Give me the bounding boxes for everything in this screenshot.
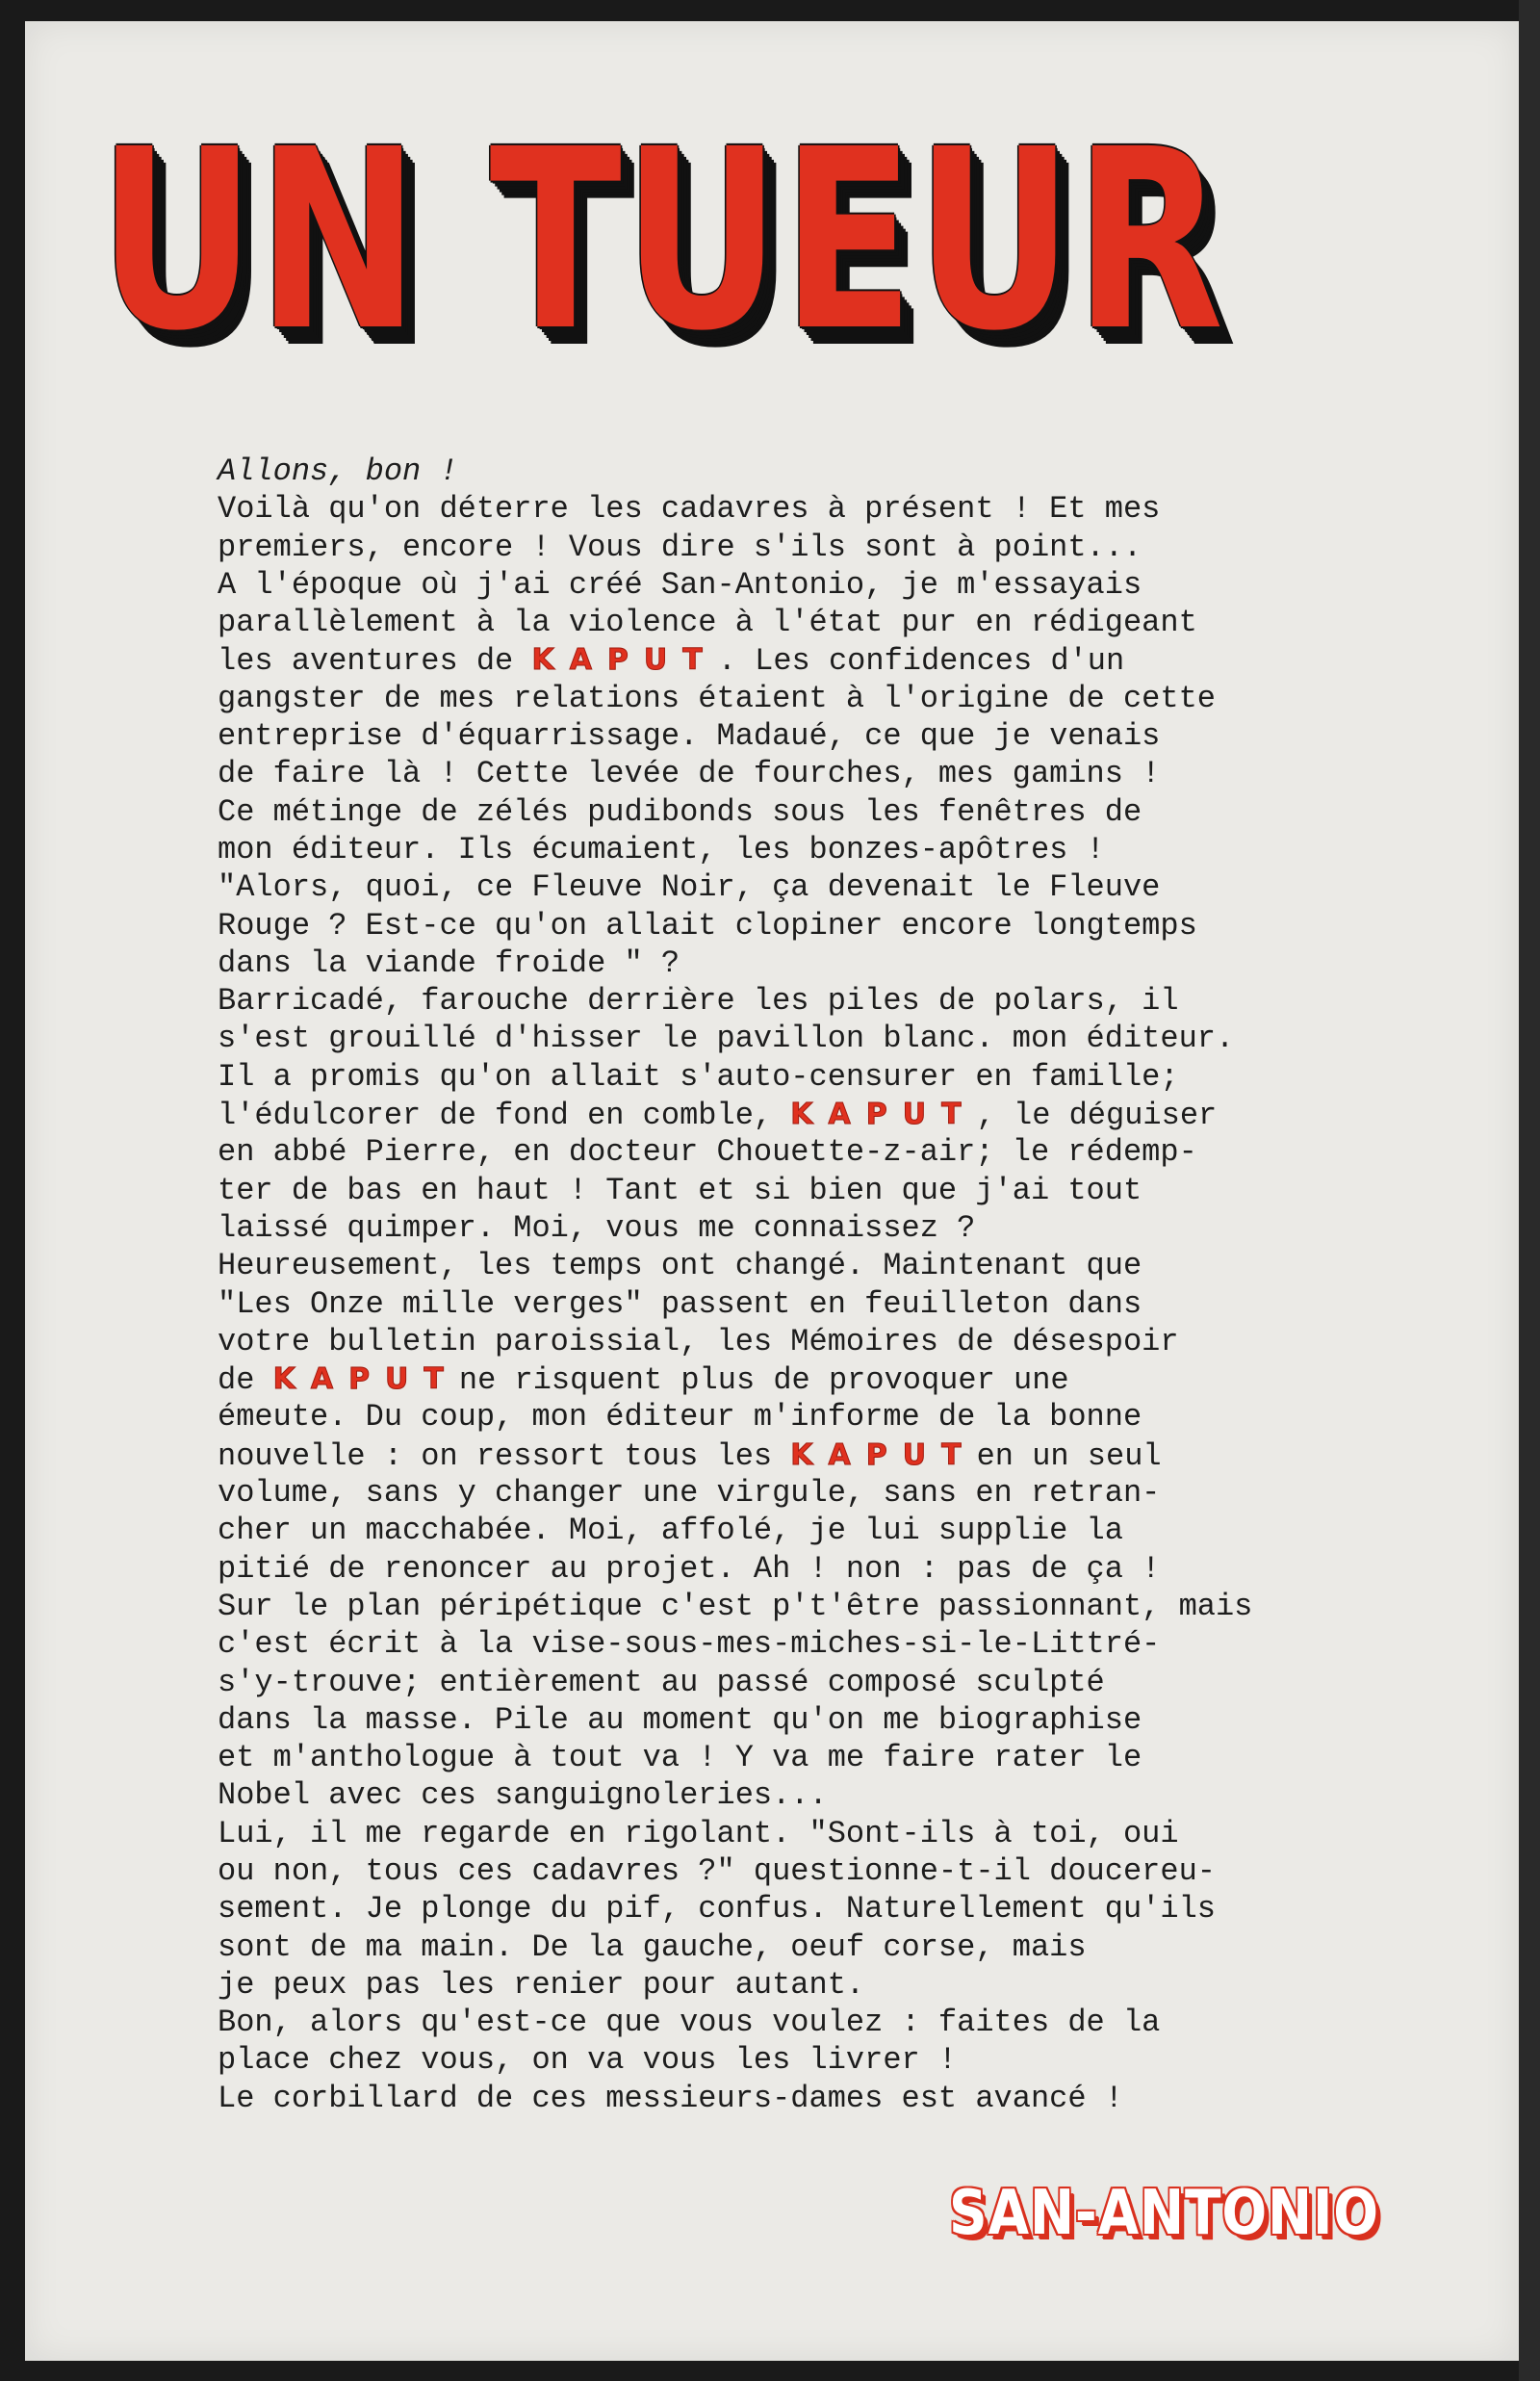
blurb-line-24: votre bulletin paroissial, les Mémoires de désespoir	[218, 1323, 1179, 1359]
blurb-line-10: Ce métinge de zélés pudibonds sous les fenêtres de	[218, 793, 1142, 830]
blurb-line-36: Nobel avec ces sanguignoleries...	[218, 1777, 828, 1814]
blurb-text	[218, 453, 1392, 2117]
book-back-cover	[25, 21, 1519, 2361]
kaput-name-1: KAPUT	[531, 643, 718, 678]
blurb-line-25: de KAPUTne risquent plus de provoquer une	[218, 1362, 1069, 1399]
blurb-line-38: ou non, tous ces cadavres ?" questionne-t-il doucereu-	[218, 1852, 1216, 1889]
blurb-line-19: en abbé Pierre, en docteur Chouette-z-air; le rédemp-	[218, 1134, 1197, 1171]
blurb-line-17: Il a promis qu'on allait s'auto-censurer en famille;	[218, 1058, 1179, 1095]
blurb-line-5: parallèlement à la violence à l'état pur en rédigeant	[218, 605, 1197, 641]
blurb-line-8: entreprise d'équarrissage. Madaué, ce que je venais	[218, 718, 1161, 755]
blurb-line-6: les aventures de KAPUT. Les confidences d'un	[218, 643, 1125, 680]
kaput-name-4: KAPUT	[790, 1437, 977, 1472]
blurb-line-29: cher un macchabée. Moi, affolé, je lui supplie la	[218, 1513, 1123, 1549]
author-signature: SAN-ANTONIO	[949, 2178, 1379, 2249]
blurb-line-11: mon éditeur. Ils écumaient, les bonzes-apôtres !	[218, 831, 1105, 867]
blurb-line-44: Le corbillard de ces messieurs-dames est avancé !	[218, 2080, 1123, 2116]
blurb-line-3: premiers, encore ! Vous dire s'ils sont à point...	[218, 529, 1142, 565]
blurb-line-18: l'édulcorer de fond en comble, KAPUT, le déguiser	[218, 1098, 1218, 1134]
blurb-line-23: "Les Onze mille verges" passent en feuilleton dans	[218, 1285, 1142, 1322]
blurb-line-41: je peux pas les renier pour autant.	[218, 1966, 865, 2003]
blurb-line-14: dans la viande froide " ?	[218, 945, 680, 981]
blurb-line-27: nouvelle : on ressort tous les KAPUTen un seul	[218, 1437, 1162, 1474]
blurb-line-31: Sur le plan péripétique c'est p't'être passionnant, mais	[218, 1588, 1253, 1624]
blurb-line-7: gangster de mes relations étaient à l'origine de cette	[218, 680, 1216, 716]
blurb-line-2: Voilà qu'on déterre les cadavres à présent ! Et mes	[218, 491, 1161, 528]
cover-title: UN TUEUR	[98, 96, 1225, 385]
blurb-line-39: sement. Je plonge du pif, confus. Naturellement qu'ils	[218, 1891, 1216, 1928]
kaput-name-2: KAPUT	[790, 1098, 977, 1132]
blurb-line-42: Bon, alors qu'est-ce que vous voulez : faites de la	[218, 2005, 1161, 2041]
blurb-line-26: émeute. Du coup, mon éditeur m'informe de la bonne	[218, 1399, 1142, 1436]
blurb-line-15: Barricadé, farouche derrière les piles de polars, il	[218, 983, 1179, 1020]
blurb-line-13: Rouge ? Est-ce qu'on allait clopiner encore longtemps	[218, 907, 1197, 944]
blurb-line-28: volume, sans y changer une virgule, sans en retran-	[218, 1475, 1161, 1512]
blurb-line-34: dans la masse. Pile au moment qu'on me biographise	[218, 1701, 1142, 1738]
blurb-line-35: et m'anthologue à tout va ! Y va me faire rater le	[218, 1740, 1142, 1776]
blurb-line-33: s'y-trouve; entièrement au passé composé sculpté	[218, 1664, 1105, 1700]
book-edge-shadow	[1519, 0, 1540, 2381]
blurb-line-9: de faire là ! Cette levée de fourches, mes gamins !	[218, 756, 1161, 792]
blurb-line-4: A l'époque où j'ai créé San-Antonio, je m'essayais	[218, 566, 1142, 603]
blurb-line-30: pitié de renoncer au projet. Ah ! non : pas de ça !	[218, 1550, 1161, 1587]
blurb-line-20: ter de bas en haut ! Tant et si bien que j'ai tout	[218, 1172, 1142, 1208]
kaput-name-3: KAPUT	[272, 1362, 459, 1397]
blurb-line-43: place chez vous, on va vous les livrer !	[218, 2042, 958, 2079]
blurb-line-37: Lui, il me regarde en rigolant. "Sont-ils à toi, oui	[218, 1815, 1179, 1851]
blurb-line-22: Heureusement, les temps ont changé. Maintenant que	[218, 1248, 1142, 1284]
blurb-line-21: laissé quimper. Moi, vous me connaissez ?	[218, 1209, 976, 1246]
blurb-line-1: Allons, bon !	[218, 453, 458, 489]
blurb-line-16: s'est grouillé d'hisser le pavillon blanc. mon éditeur.	[218, 1021, 1235, 1057]
blurb-line-12: "Alors, quoi, ce Fleuve Noir, ça devenait le Fleuve	[218, 869, 1161, 906]
blurb-line-32: c'est écrit à la vise-sous-mes-miches-si-le-Littré-	[218, 1626, 1161, 1663]
blurb-line-40: sont de ma main. De la gauche, oeuf corse, mais	[218, 1928, 1087, 1965]
